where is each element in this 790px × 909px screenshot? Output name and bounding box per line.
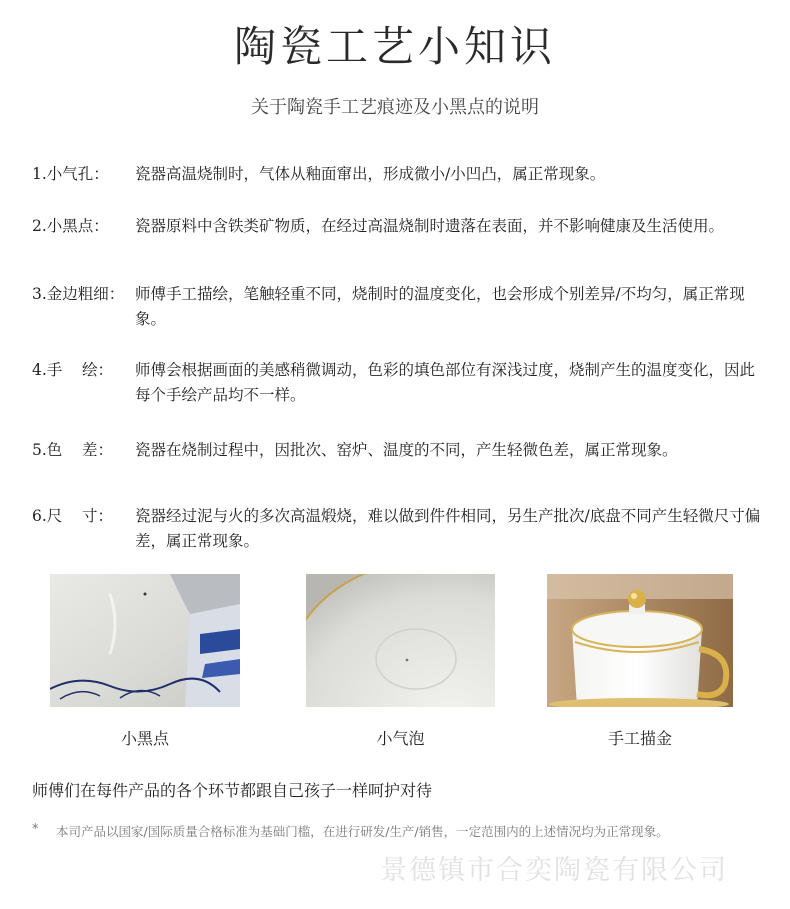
- item-text: 瓷器高温烧制时，气体从釉面窜出，形成微小/小凹凸，属正常现象。: [135, 165, 606, 183]
- item-text: 瓷器经过泥与火的多次高温煅烧，难以做到件件相同，另生产批次/底盘不同产生轻微尺寸偏差，属正常现象。: [135, 507, 761, 550]
- item-text: 瓷器原料中含铁类矿物质，在经过高温烧制时遗落在表面，并不影响健康及生活使用。: [135, 217, 725, 235]
- photo-caption: 小黑点: [120, 729, 169, 748]
- item-label: 5.色 差：: [32, 441, 113, 459]
- list-item: [32, 162, 767, 187]
- item-text: 师傅手工描绘，笔触轻重不同，烧制时的温度变化，也会形成个别差异/不均匀，属正常现象。: [135, 285, 745, 328]
- item-label: 4.手 绘：: [32, 361, 113, 379]
- item-label: 3.金边粗细：: [32, 285, 125, 303]
- disclaimer-note: 本司产品以国家/国际质量合格标准为基础门槛，在进行研发/生产/销售，一定范围内的上述情况均为正常现象。: [56, 824, 669, 839]
- item-label: 1.小气孔：: [32, 165, 109, 183]
- page-subtitle: 关于陶瓷手工艺痕迹及小黑点的说明: [251, 97, 539, 118]
- item-label: 2.小黑点：: [32, 217, 109, 235]
- list-item: [32, 438, 767, 463]
- list-item: [32, 214, 767, 239]
- photo-caption: 小气泡: [376, 729, 425, 748]
- list-item: [32, 358, 767, 408]
- photo-caption: 手工描金: [607, 729, 672, 748]
- page-title: 陶瓷工艺小知识: [233, 22, 556, 71]
- item-text: 瓷器在烧制过程中，因批次、窑炉、温度的不同，产生轻微色差，属正常现象。: [135, 441, 678, 459]
- item-text: 师傅会根据画面的美感稍微调动，色彩的填色部位有深浅过度，烧制产生的温度变化，因此每个手绘产品均不一样。: [135, 361, 756, 404]
- list-item: [32, 282, 767, 332]
- photo-black-dot: [50, 574, 240, 707]
- company-watermark: 景德镇市合奕陶瓷有限公司: [380, 855, 728, 886]
- photo-small-bubble: [306, 574, 495, 707]
- list-item: [32, 504, 767, 554]
- motto-text: 师傅们在每件产品的各个环节都跟自己孩子一样呵护对待: [32, 781, 433, 800]
- asterisk-icon: *: [32, 822, 39, 837]
- item-label: 6.尺 寸：: [32, 507, 113, 525]
- photo-hand-gilding: [547, 574, 733, 707]
